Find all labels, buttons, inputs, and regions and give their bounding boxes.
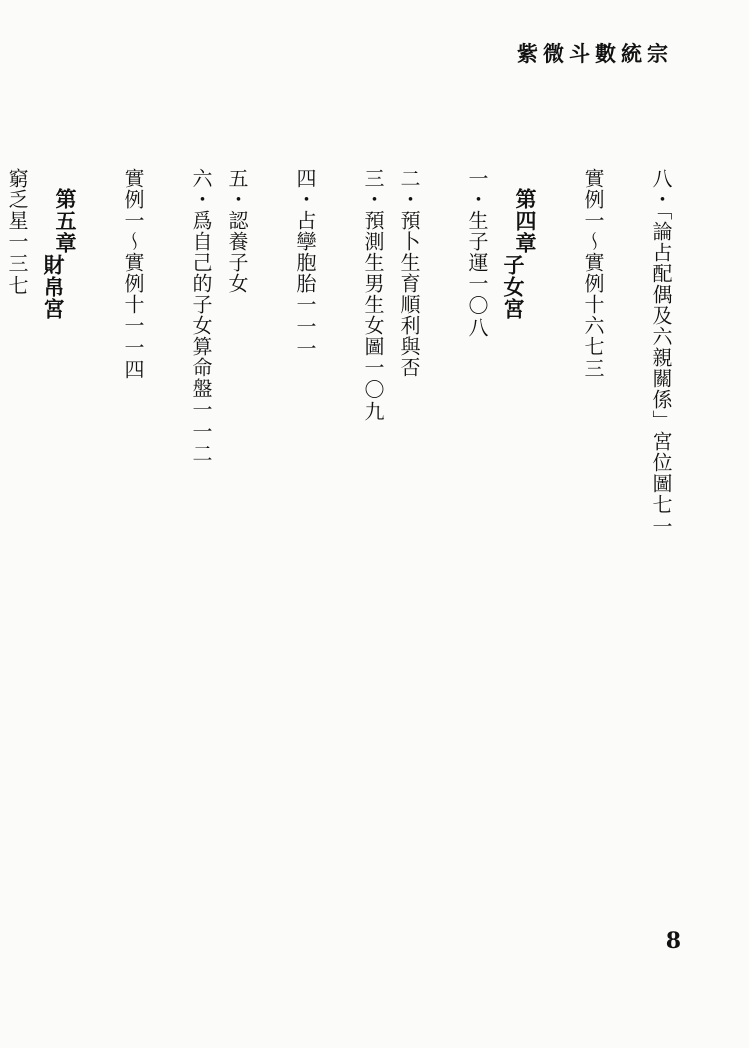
entry-page: 一三七: [5, 231, 29, 297]
chapter-number: 第五章: [53, 188, 78, 254]
entry-page: 七三: [581, 336, 605, 380]
entry-label: 八・「論占配偶及六親關係」宮位圖: [649, 168, 673, 494]
chapter-title: 子女宮: [501, 254, 526, 320]
toc-entry: [0, 168, 35, 297]
toc-entry: [255, 168, 323, 360]
chapter-number: 第四章: [513, 188, 538, 254]
entry-page: 七一: [649, 494, 673, 538]
entry-page: 一一四: [121, 315, 145, 381]
entry-label: 實例一〜實例十: [121, 168, 145, 315]
toc-entry: [427, 168, 495, 339]
entry-page: 一〇八: [465, 273, 489, 339]
toc-entry: [391, 168, 427, 378]
chapter-heading: [35, 188, 83, 320]
entry-page: 一〇九: [361, 357, 385, 423]
entry-page: 一一一: [293, 294, 317, 360]
toc-entry: [323, 168, 391, 423]
toc-entry: [151, 168, 219, 465]
entry-label: 三・預測生男生女圖: [361, 168, 385, 357]
chapter-title: 財帛宮: [41, 254, 66, 320]
entry-label: 二・預卜生育順利與否: [397, 168, 421, 378]
toc-entry: [611, 168, 679, 538]
entry-page: 一一二: [189, 399, 213, 465]
entry-label: 六・爲自己的子女算命盤: [189, 168, 213, 399]
chapter-heading: [495, 188, 543, 320]
running-head: 紫微斗數統宗: [517, 41, 673, 66]
entry-label: 實例一〜實例十六: [581, 168, 605, 336]
table-of-contents: [5, 168, 679, 848]
entry-label: 窮乏星: [5, 168, 29, 231]
toc-entry: [83, 168, 151, 381]
page-number: 8: [665, 928, 681, 954]
toc-entry: [219, 168, 255, 294]
entry-label: 四・占孿胞胎: [293, 168, 317, 294]
entry-label: 五・認養子女: [225, 168, 249, 294]
toc-entry: [543, 168, 611, 380]
entry-label: 一・生子運: [465, 168, 489, 273]
